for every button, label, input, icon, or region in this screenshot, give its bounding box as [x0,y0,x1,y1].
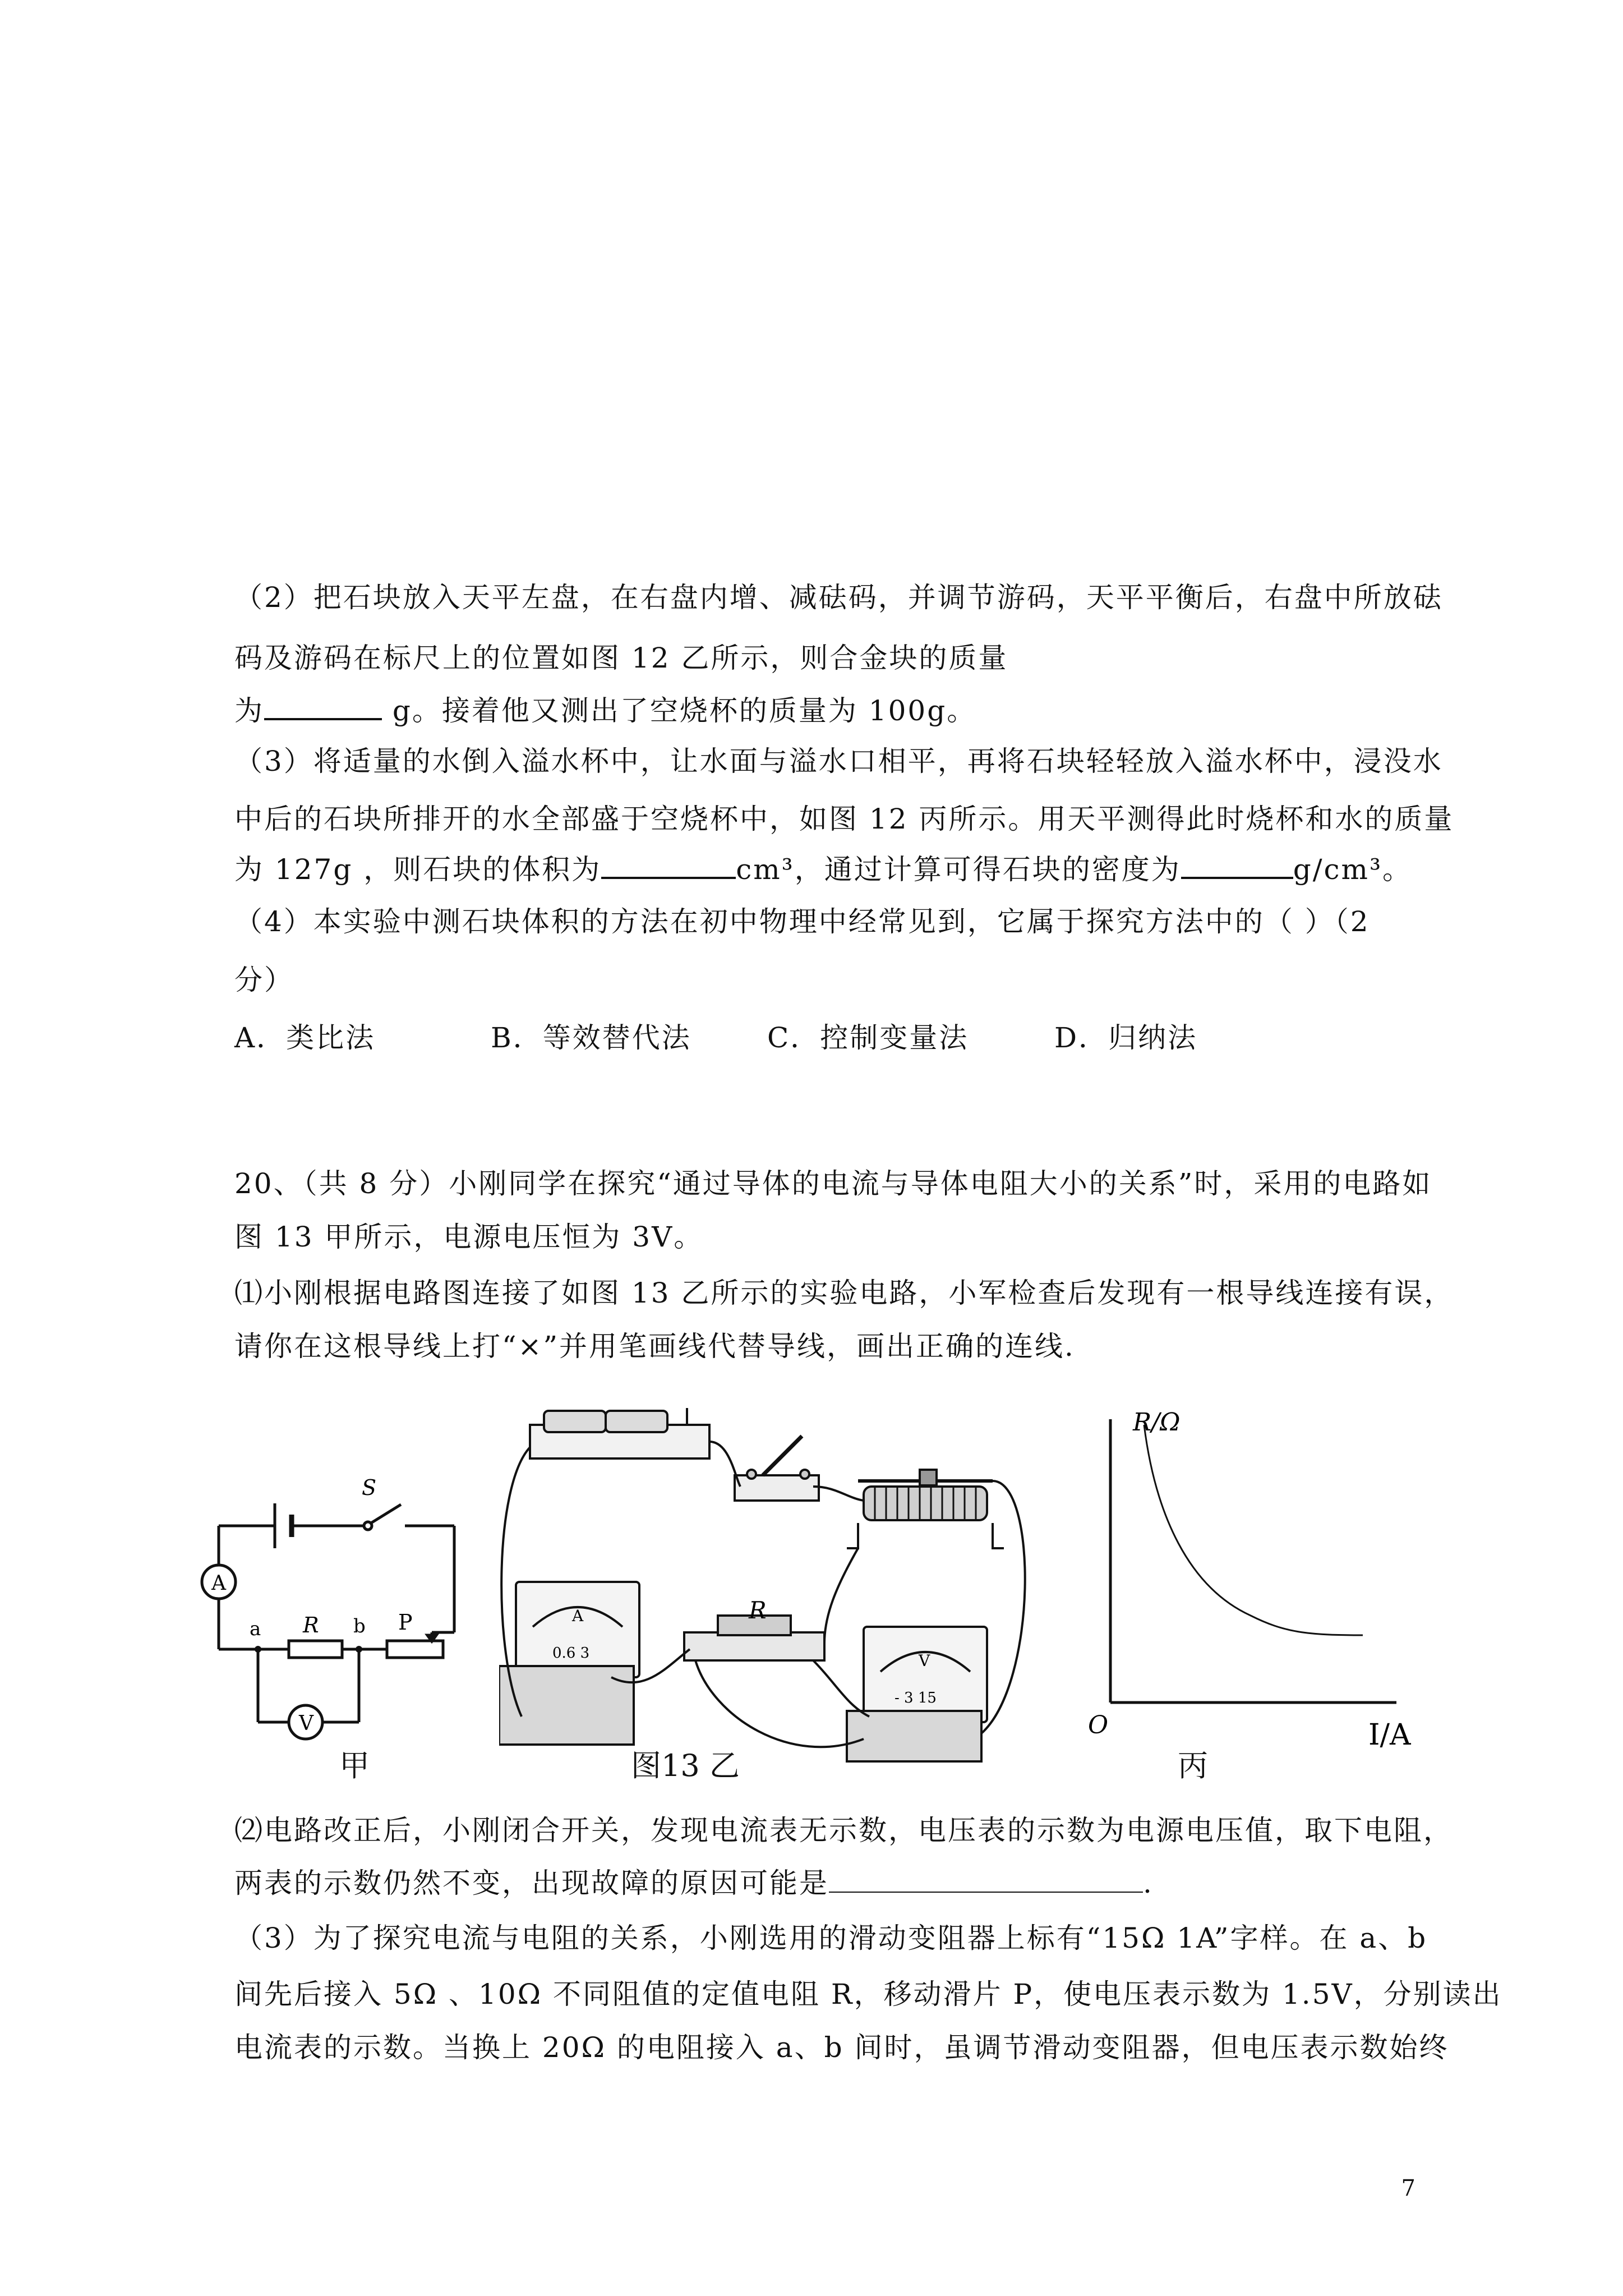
option-b[interactable]: B．等效替代法 [491,1022,691,1054]
volume-answer-blank[interactable] [601,851,736,879]
resistor-r-label: R [749,1596,767,1624]
q19-p2-line3 [234,691,976,730]
q20-p1-line1: ⑴小刚根据电路图连接了如图 13 乙所示的实验电路，小军检查后发现有一根导线连接有误， [234,1277,1454,1309]
node-a-dot [255,1646,261,1653]
q19-p3-line3 [234,850,1412,889]
resistor-base [684,1632,824,1660]
wire-switch-rheostat [813,1487,864,1501]
rheostat-coil [864,1487,987,1520]
q20-p2-line2-prefix: 两表的示数仍然不变，出现故障的原因可能是 [234,1867,829,1899]
q19-p3-line3-mid: cm³，通过计算可得石块的密度为 [736,853,1181,886]
switch-label: S [362,1475,377,1500]
q19-p2-line2: 码及游码在标尺上的位置如图 12 乙所示，则合金块的质量 [234,642,1008,674]
voltmeter-dial-label: V [919,1651,930,1670]
fault-answer-blank[interactable] [829,1866,1143,1893]
q19-p4-line1: （4）本实验中测石块体积的方法在初中物理中经常见到，它属于探究方法中的（ ）（2 [234,905,1370,938]
rheostat-legs [847,1523,1004,1548]
q19-p3-line2: 中后的石块所排开的水全部盛于空烧杯中，如图 12 丙所示。用天平测得此时烧杯和水的质量 [234,803,1454,835]
node-b-dot [356,1646,362,1653]
mass-answer-blank[interactable] [264,692,382,720]
wire-rheostat-resistor [824,1548,858,1644]
figure13-jia-circuit [185,1442,482,1767]
wire-resistor-voltmeter [695,1660,864,1747]
density-answer-blank[interactable] [1181,851,1293,879]
q19-p4-line2: 分） [234,964,294,996]
ammeter-dial-label: A [572,1607,584,1625]
rheostat-slider [920,1470,937,1485]
node-a-label: a [250,1618,261,1640]
resistor-symbol [289,1641,342,1658]
q20-p2-line1: ⑵电路改正后，小刚闭合开关，发现电流表无示数，电压表的示数为电源电压值，取下电阻， [234,1814,1453,1847]
switch-lever [763,1436,802,1475]
page-number: 7 [1401,2175,1415,2201]
q20-p3-line3: 电流表的示数。当换上 20Ω 的电阻接入 a、b 间时，虽调节滑动变阻器，但电压表示数始终 [234,2031,1449,2064]
q19-p3-line1: （3）将适量的水倒入溢水杯中，让水面与溢水口相平，再将石块轻轻放入溢水杯中，浸没水 [234,745,1443,777]
q20-p2-line2-suffix: . [1143,1867,1154,1899]
node-b-label: b [353,1615,366,1637]
ammeter-label: A [211,1572,226,1595]
figure13-bing-graph [1071,1402,1430,1750]
q20-p2-line2 [234,1864,1154,1903]
y-axis-label: R/Ω [1133,1408,1181,1437]
q20-intro-line2: 图 13 甲所示，电源电压恒为 3V。 [234,1221,704,1253]
slider-label: P [398,1610,413,1635]
ammeter-body [516,1582,639,1677]
figure13-yi-wiring [499,1402,1144,1767]
q20-p3-line1: （3）为了探究电流与电阻的关系，小刚选用的滑动变阻器上标有“15Ω 1A”字样。在 a、b [234,1922,1428,1954]
q20-p1-line2: 请你在这根导线上打“×”并用笔画线代替导线，画出正确的连线. [234,1330,1075,1363]
rheostat-symbol [387,1641,443,1658]
resistor-label: R [303,1613,319,1637]
origin-label: O [1088,1711,1109,1740]
switch-blade [370,1504,401,1524]
q19-p2-line3-prefix: 为 [234,694,264,727]
option-d[interactable]: D．归纳法 [1054,1022,1198,1054]
r-i-curve [1144,1425,1363,1635]
q20-intro-line1: 20、（共 8 分）小刚同学在探究“通过导体的电流与导体电阻大小的关系”时，采用的电路如 [234,1167,1432,1200]
option-c[interactable]: C．控制变量法 [767,1022,969,1054]
voltmeter-body [864,1627,987,1722]
battery-cell-2 [606,1411,667,1432]
battery-cell-1 [544,1411,606,1432]
q20-p3-line2: 间先后接入 5Ω 、10Ω 不同阻值的定值电阻 R，移动滑片 P，使电压表示数为 1.5V，分别读出 [234,1978,1502,2010]
ammeter-terminals: 0.6 3 [552,1645,590,1662]
figure13-yi-caption: 图13 乙 [631,1748,740,1783]
voltmeter-base [847,1711,981,1761]
voltmeter-terminals: - 3 15 [895,1690,937,1706]
figure13-jia-caption: 甲 [339,1748,370,1783]
x-axis-label: I/A [1368,1718,1411,1750]
q19-p2-line3-suffix: g。接着他又测出了空烧杯的质量为 100g。 [382,694,977,727]
option-a[interactable]: A．类比法 [234,1022,376,1054]
q19-p3-line3-prefix: 为 127g ，则石块的体积为 [234,853,602,886]
figure13-bing-caption: 丙 [1178,1748,1208,1783]
q19-p3-line3-suffix: g/cm³。 [1293,853,1413,886]
q19-p2-line1: （2）把石块放入天平左盘，在右盘内增、减砝码，并调节游码，天平平衡后，右盘中所放砝 [234,581,1443,614]
voltmeter-label: V [299,1712,313,1735]
wire-resistor-voltmeter-2 [813,1660,869,1717]
